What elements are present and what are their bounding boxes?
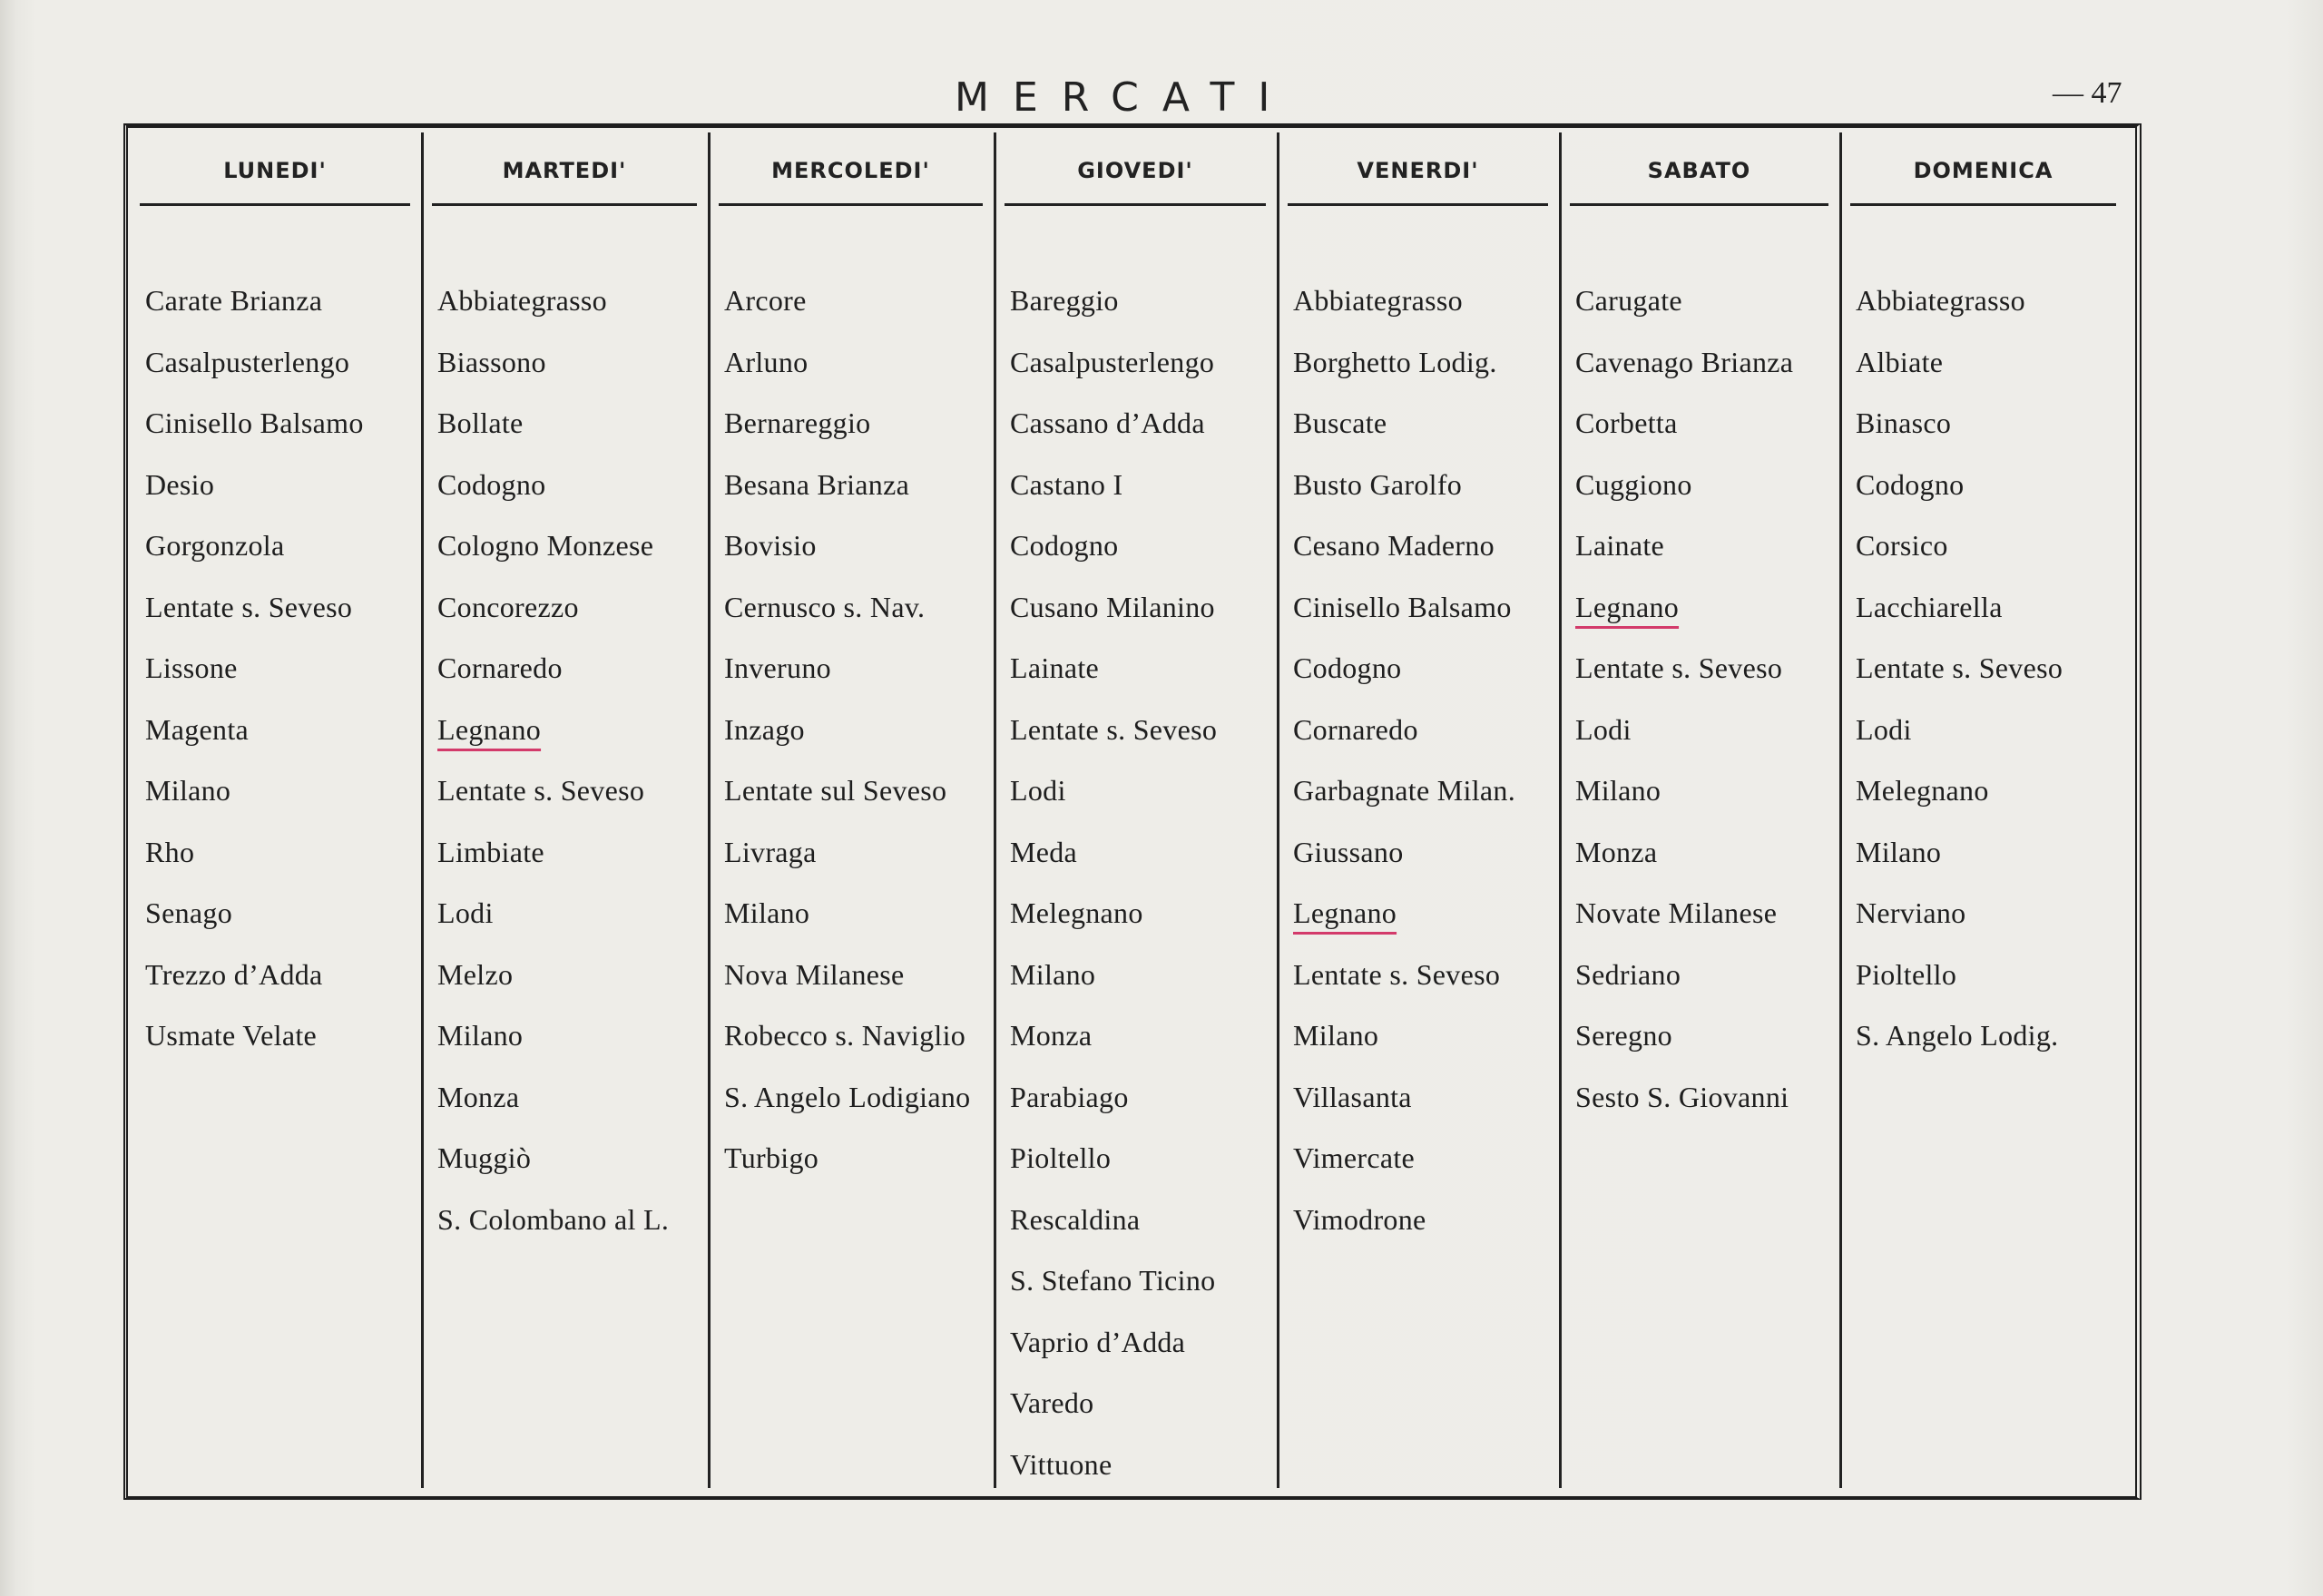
town-entry: Milano — [1575, 774, 1661, 807]
town-entry: Bernareggio — [724, 406, 871, 439]
town-entry: Borghetto Lodig. — [1293, 345, 1497, 378]
page-number: — 47 — [2053, 76, 2122, 110]
town-entry: Seregno — [1575, 1019, 1672, 1052]
town-entry: Nova Milanese — [724, 957, 905, 991]
day-header: MARTEDI' — [432, 138, 697, 206]
day-column — [129, 132, 424, 1488]
town-entry: S. Angelo Lodigiano — [724, 1080, 971, 1113]
town-entry: Corbetta — [1575, 406, 1678, 439]
town-entry: Bovisio — [724, 529, 817, 562]
town-entry: Lentate s. Seveso — [1010, 712, 1218, 746]
day-header: LUNEDI' — [140, 138, 410, 206]
town-entry: Sedriano — [1575, 957, 1681, 991]
day-column — [421, 132, 711, 1488]
town-list — [145, 270, 417, 1067]
town-entry: Lentate s. Seveso — [145, 590, 353, 623]
day-column — [994, 132, 1279, 1488]
town-entry: Gorgonzola — [145, 529, 285, 562]
town-entry: Cusano Milanino — [1010, 590, 1215, 623]
town-entry: Cuggiono — [1575, 467, 1692, 501]
day-column — [708, 132, 996, 1488]
town-entry: Abbiategrasso — [1856, 284, 2025, 317]
town-entry: Albiate — [1856, 345, 1944, 378]
town-entry: Arcore — [724, 284, 807, 317]
town-entry: Casalpusterlengo — [1010, 345, 1215, 378]
town-entry: Lentate sul Seveso — [724, 774, 947, 807]
town-entry: Parabiago — [1010, 1080, 1129, 1113]
town-entry: Garbagnate Milan. — [1293, 774, 1516, 807]
town-entry: Biassono — [437, 345, 546, 378]
town-entry: Bareggio — [1010, 284, 1119, 317]
town-list — [1293, 270, 1555, 1250]
town-entry: Senago — [145, 896, 233, 929]
town-entry: S. Angelo Lodig. — [1856, 1019, 2059, 1052]
day-column — [1277, 132, 1562, 1488]
town-entry: Abbiategrasso — [437, 284, 607, 317]
town-entry: Pioltello — [1010, 1141, 1112, 1174]
town-entry: Lentate s. Seveso — [1856, 651, 2063, 684]
town-entry: S. Colombano al L. — [437, 1202, 670, 1236]
town-entry: Lacchiarella — [1856, 590, 2003, 623]
town-entry: Legnano — [1293, 896, 1397, 929]
town-entry: Lentate s. Seveso — [437, 774, 645, 807]
town-entry: Nerviano — [1856, 896, 1966, 929]
town-entry: Vaprio d’Adda — [1010, 1325, 1186, 1358]
town-entry: Cavenago Brianza — [1575, 345, 1794, 378]
town-entry: Inveruno — [724, 651, 831, 684]
day-header: DOMENICA — [1850, 138, 2116, 206]
town-entry: Arluno — [724, 345, 809, 378]
town-entry: Milano — [724, 896, 810, 929]
town-entry: Sesto S. Giovanni — [1575, 1080, 1789, 1113]
town-entry: Cassano d’Adda — [1010, 406, 1205, 439]
town-entry: Vimodrone — [1293, 1202, 1426, 1236]
town-entry: Trezzo d’Adda — [145, 957, 323, 991]
town-entry: Melegnano — [1856, 774, 1989, 807]
town-entry: Milano — [1010, 957, 1096, 991]
town-entry: Monza — [1010, 1019, 1093, 1052]
town-entry: Rho — [145, 835, 195, 868]
town-entry: Busto Garolfo — [1293, 467, 1463, 501]
town-entry: Concorezzo — [437, 590, 579, 623]
town-entry: Milano — [1293, 1019, 1379, 1052]
town-entry: Limbiate — [437, 835, 544, 868]
town-entry: S. Stefano Ticino — [1010, 1264, 1216, 1297]
day-header: MERCOLEDI' — [719, 138, 983, 206]
day-header: GIOVEDI' — [1005, 138, 1266, 206]
town-entry: Meda — [1010, 835, 1078, 868]
town-entry: Varedo — [1010, 1386, 1094, 1419]
town-entry: Robecco s. Naviglio — [724, 1019, 966, 1052]
town-entry: Lodi — [1575, 712, 1632, 746]
town-entry: Abbiategrasso — [1293, 284, 1463, 317]
town-entry: Lodi — [1856, 712, 1912, 746]
town-entry: Monza — [1575, 835, 1658, 868]
town-entry: Corsico — [1856, 529, 1948, 562]
town-entry: Cinisello Balsamo — [1293, 590, 1512, 623]
town-entry: Milano — [145, 774, 231, 807]
town-entry: Livraga — [724, 835, 817, 868]
day-header: SABATO — [1570, 138, 1828, 206]
town-entry: Legnano — [1575, 590, 1680, 623]
town-entry: Codogno — [1010, 529, 1119, 562]
town-entry: Pioltello — [1856, 957, 1957, 991]
day-header: VENERDI' — [1288, 138, 1548, 206]
day-column — [1559, 132, 1842, 1488]
page-title: MERCATI — [955, 74, 1294, 121]
town-entry: Bollate — [437, 406, 524, 439]
town-entry: Novate Milanese — [1575, 896, 1778, 929]
town-list — [1575, 270, 1836, 1128]
town-entry: Castano I — [1010, 467, 1123, 501]
town-entry: Legnano — [437, 712, 542, 746]
town-entry: Lentate s. Seveso — [1293, 957, 1501, 991]
town-entry: Carate Brianza — [145, 284, 323, 317]
town-entry: Usmate Velate — [145, 1019, 318, 1052]
town-entry: Milano — [1856, 835, 1942, 868]
town-entry: Binasco — [1856, 406, 1952, 439]
town-entry: Cinisello Balsamo — [145, 406, 364, 439]
town-entry: Melzo — [437, 957, 514, 991]
town-entry: Carugate — [1575, 284, 1682, 317]
town-list — [1010, 270, 1273, 1495]
town-entry: Lainate — [1575, 529, 1665, 562]
town-entry: Codogno — [1856, 467, 1965, 501]
town-entry: Cernusco s. Nav. — [724, 590, 926, 623]
town-entry: Besana Brianza — [724, 467, 910, 501]
town-entry: Lentate s. Seveso — [1575, 651, 1783, 684]
day-column — [1839, 132, 2127, 1488]
town-entry: Rescaldina — [1010, 1202, 1141, 1236]
town-entry: Milano — [437, 1019, 524, 1052]
town-entry: Casalpusterlengo — [145, 345, 350, 378]
town-entry: Inzago — [724, 712, 805, 746]
town-entry: Cesano Maderno — [1293, 529, 1495, 562]
town-entry: Cornaredo — [1293, 712, 1418, 746]
town-entry: Lissone — [145, 651, 238, 684]
town-entry: Buscate — [1293, 406, 1387, 439]
town-list — [724, 270, 990, 1190]
town-entry: Codogno — [437, 467, 546, 501]
town-entry: Magenta — [145, 712, 250, 746]
town-entry: Cologno Monzese — [437, 529, 654, 562]
town-entry: Monza — [437, 1080, 520, 1113]
town-entry: Cornaredo — [437, 651, 563, 684]
town-entry: Melegnano — [1010, 896, 1143, 929]
town-entry: Codogno — [1293, 651, 1402, 684]
town-list — [437, 270, 704, 1250]
town-entry: Vittuone — [1010, 1447, 1112, 1481]
town-entry: Vimercate — [1293, 1141, 1416, 1174]
town-entry: Lodi — [437, 896, 494, 929]
town-entry: Villasanta — [1293, 1080, 1412, 1113]
town-entry: Lodi — [1010, 774, 1066, 807]
town-entry: Desio — [145, 467, 215, 501]
town-entry: Giussano — [1293, 835, 1404, 868]
town-entry: Turbigo — [724, 1141, 819, 1174]
town-entry: Muggiò — [437, 1141, 532, 1174]
town-entry: Lainate — [1010, 651, 1100, 684]
town-list — [1856, 270, 2123, 1067]
